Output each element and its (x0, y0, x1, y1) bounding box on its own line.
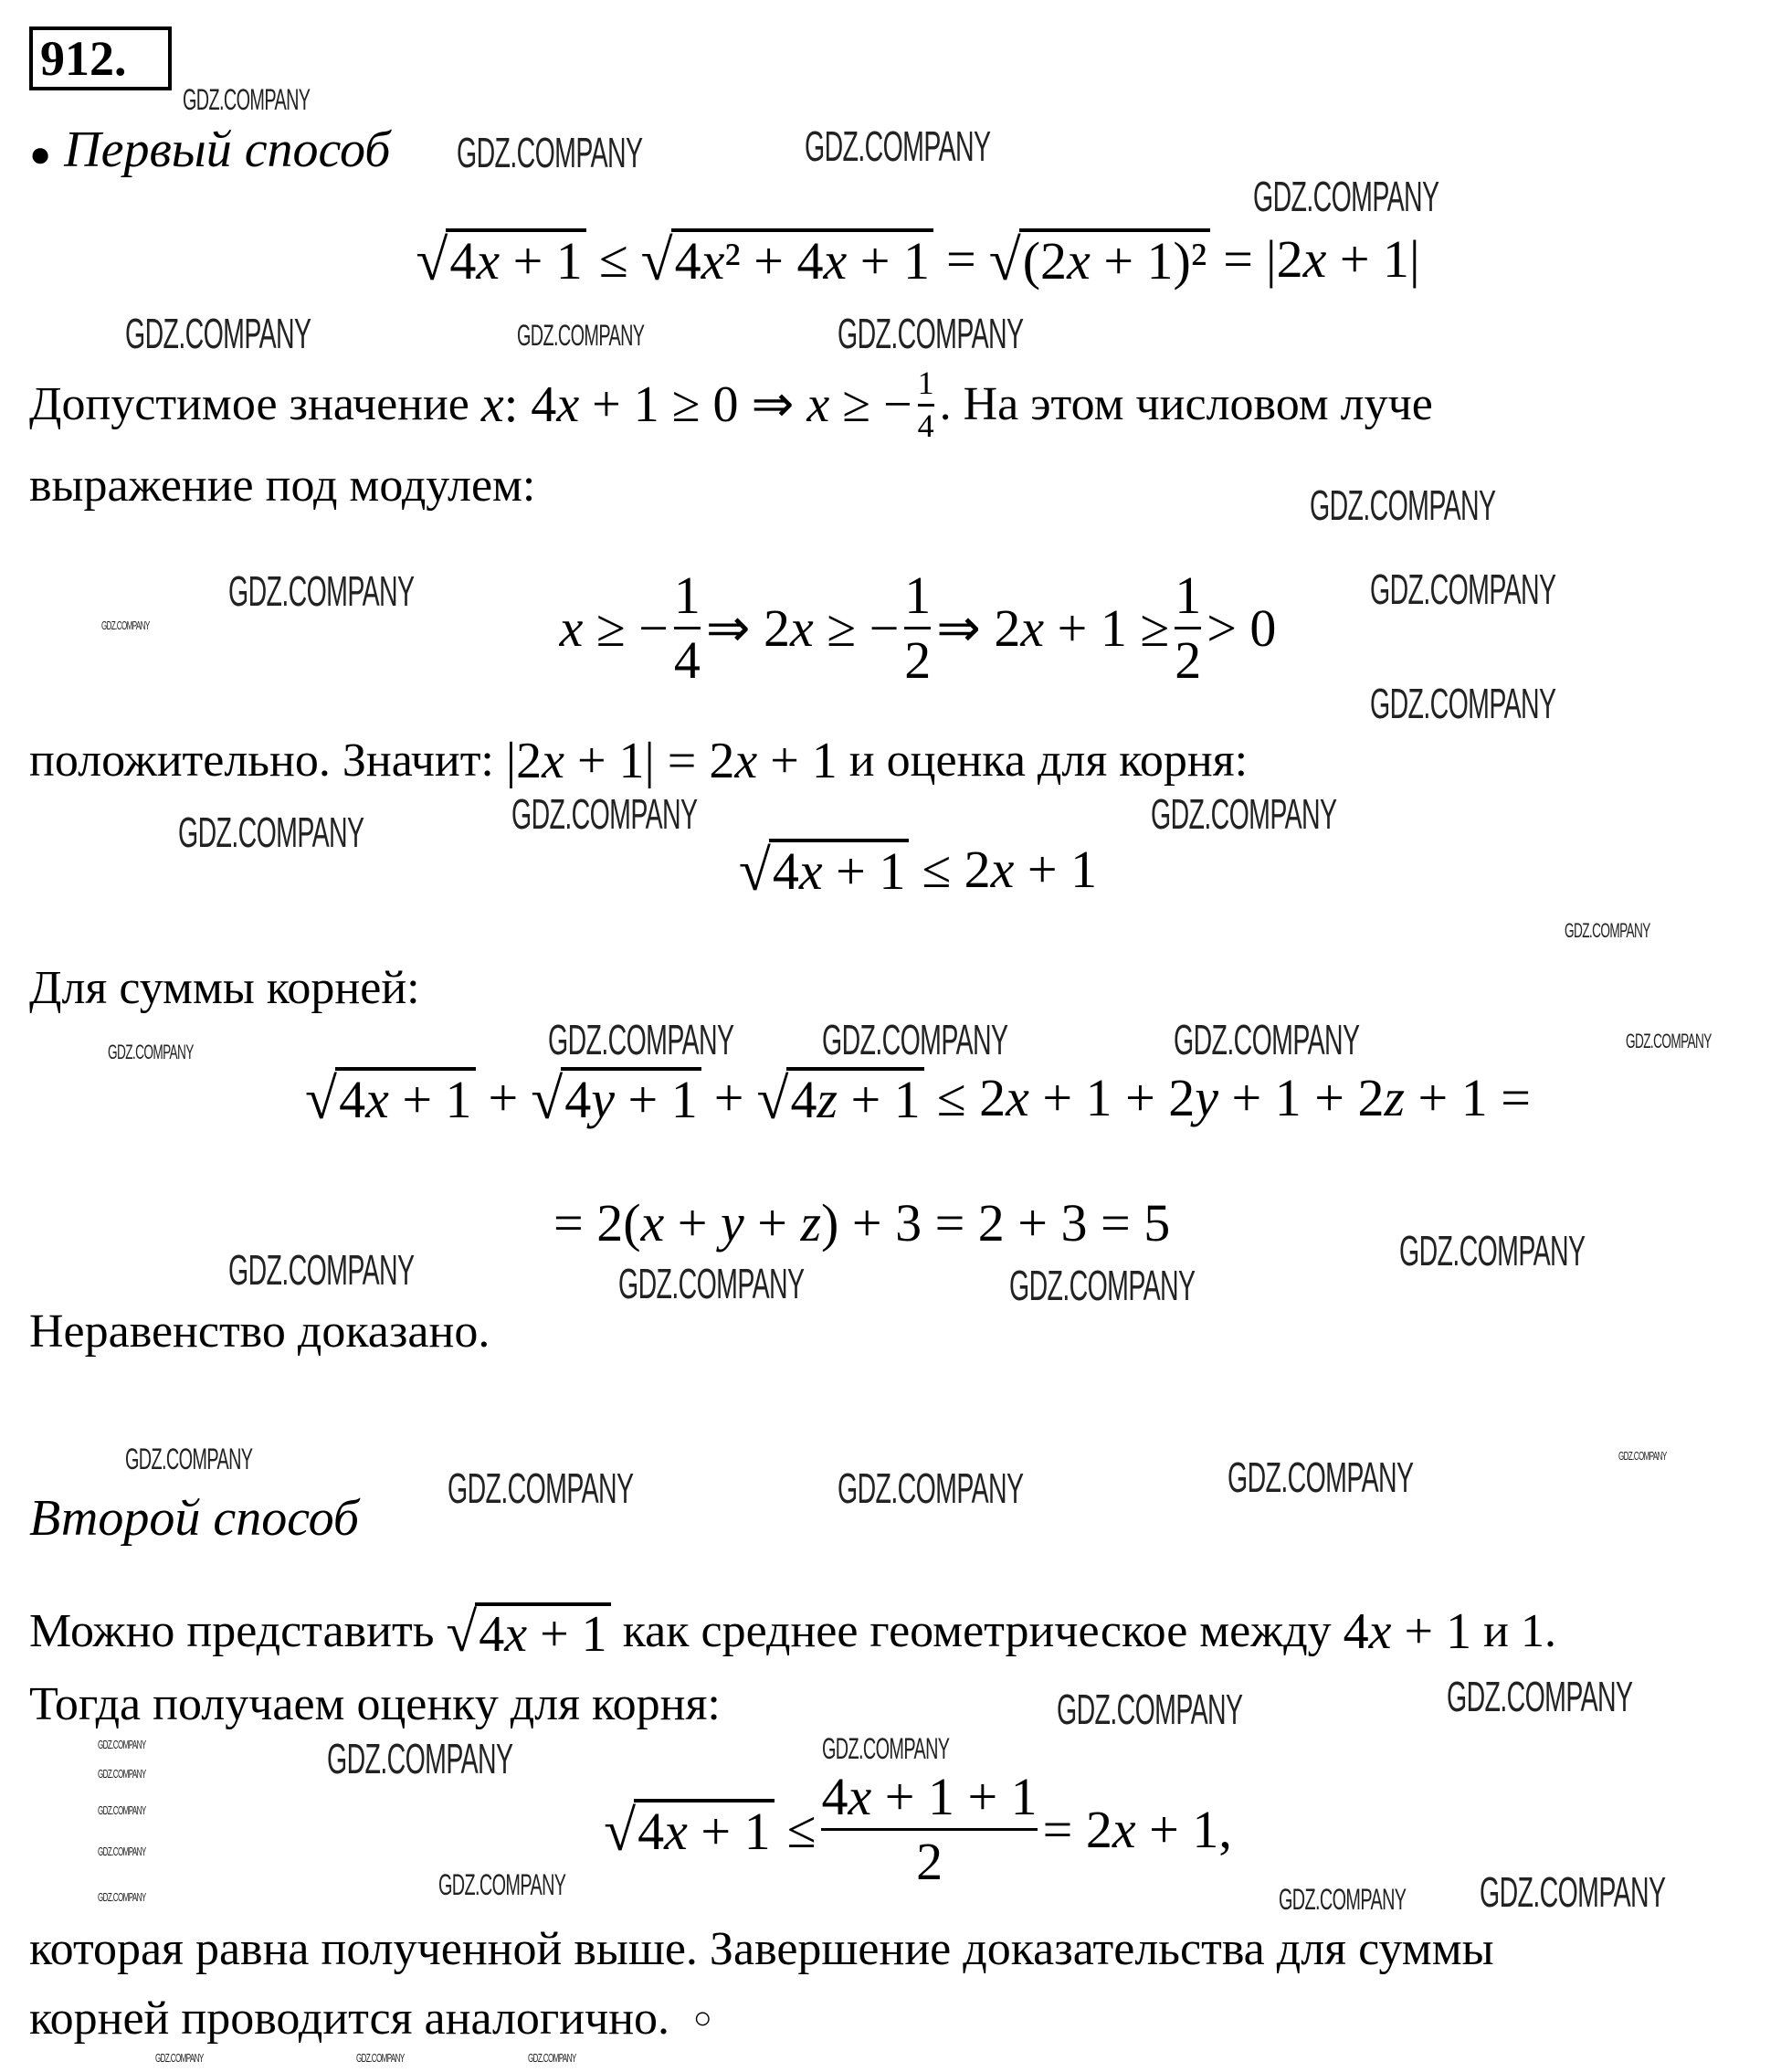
denominator: 4 (673, 629, 701, 690)
expr: = 2(x + y + z) + 3 = 2 + 3 = 5 (553, 1193, 1171, 1253)
watermark: GDZ.COMPANY (1447, 1673, 1633, 1720)
text: корней проводится аналогично. (29, 1993, 670, 2045)
watermark: GDZ.COMPANY (805, 122, 991, 170)
watermark: GDZ.COMPANY (98, 1803, 146, 1817)
watermark: GDZ.COMPANY (822, 1732, 950, 1765)
paragraph-final (29, 1992, 712, 2046)
watermark: GDZ.COMPANY (511, 790, 698, 838)
expr: ≤ 2x + 1 (922, 840, 1098, 899)
watermark: GDZ.COMPANY (1057, 1686, 1243, 1733)
watermark: GDZ.COMPANY (101, 618, 150, 632)
equation-4 (0, 1066, 1781, 1132)
watermark: GDZ.COMPANY (125, 1443, 253, 1475)
watermark: GDZ.COMPANY (618, 1260, 805, 1307)
watermark: GDZ.COMPANY (1151, 790, 1337, 838)
sqrt: √ 4x² + 4x + 1 (641, 228, 933, 290)
radicand: 4x + 1 (475, 1602, 610, 1662)
watermark: GDZ.COMPANY (457, 129, 643, 176)
watermark: GDZ.COMPANY (438, 1868, 566, 1901)
sqrt: √ 4x + 1 (416, 228, 585, 290)
watermark: GDZ.COMPANY (1370, 680, 1556, 727)
paragraph-domain (29, 365, 1433, 444)
numerator: 1 (673, 566, 701, 625)
watermark: GDZ.COMPANY (1310, 481, 1496, 529)
sqrt: √ 4y + 1 (531, 1067, 701, 1128)
watermark: GDZ.COMPANY (548, 1016, 734, 1063)
fraction (821, 1768, 1037, 1891)
text: Допустимое значение (29, 378, 469, 431)
paragraph-geometric-mean (29, 1602, 1556, 1665)
text: положительно. Значит: (29, 735, 494, 787)
sqrt: √ 4x + 1 (739, 839, 909, 900)
watermark: GDZ.COMPANY (1565, 919, 1650, 942)
expr: ≤ 2x + 1 + 2y + 1 + 2z + 1 = (936, 1068, 1531, 1127)
paragraph-sum: Для суммы корней: (29, 962, 420, 1014)
watermark: GDZ.COMPANY (1370, 566, 1556, 613)
watermark: GDZ.COMPANY (178, 809, 364, 856)
radicand: 4x + 1 (634, 1799, 774, 1860)
expr: ⇒ 2x + 1 ≥ (936, 598, 1170, 659)
sqrt: √ 4x + 1 (604, 1799, 774, 1860)
paragraph-conclusion: которая равна полученной выше. Завершение доказательства для суммы (29, 1923, 1494, 1975)
watermark: GDZ.COMPANY (98, 1845, 146, 1858)
sqrt: √ 4x + 1 (305, 1067, 475, 1128)
math-inline: |2x + 1| = 2x + 1 (505, 733, 838, 789)
radicand: 4z + 1 (786, 1067, 923, 1128)
numerator: 1 (1175, 566, 1202, 625)
radicand: 4x + 1 (335, 1067, 475, 1128)
numerator: 1 (904, 566, 932, 625)
fraction (918, 365, 934, 444)
method2-title: Второй способ (29, 1490, 360, 1547)
radicand: 4y + 1 (561, 1067, 701, 1128)
math-inline: 4x + 1 (1343, 1603, 1472, 1661)
bullet-icon: ● (29, 133, 52, 174)
operator: = (1223, 229, 1253, 289)
paragraph-positive (29, 734, 1248, 788)
watermark: GDZ.COMPANY (838, 310, 1024, 357)
watermark: GDZ.COMPANY (448, 1464, 634, 1512)
sqrt: √ 4z + 1 (756, 1067, 923, 1128)
math-inline: x: 4x + 1 ≥ 0 ⇒ x ≥ − (480, 376, 912, 434)
operator: = (946, 229, 976, 289)
watermark: GDZ.COMPANY (125, 310, 311, 357)
watermark: GDZ.COMPANY (1228, 1454, 1414, 1501)
watermark: GDZ.COMPANY (1279, 1883, 1407, 1916)
watermark: GDZ.COMPANY (98, 1767, 146, 1781)
watermark: GDZ.COMPANY (98, 1738, 146, 1751)
text: и 1. (1483, 1605, 1556, 1658)
watermark: GDZ.COMPANY (838, 1464, 1024, 1512)
method1-title: Первый способ (64, 122, 391, 178)
fraction (1175, 566, 1201, 690)
watermark: GDZ.COMPANY (98, 1890, 146, 1904)
watermark: GDZ.COMPANY (1399, 1227, 1586, 1274)
sqrt: √ 4x + 1 (446, 1602, 610, 1662)
expr: = 2x + 1, (1042, 1799, 1232, 1859)
sqrt: √ (2x + 1)² (989, 228, 1211, 290)
paragraph-then: Тогда получаем оценку для корня: (29, 1678, 721, 1730)
watermark: GDZ.COMPANY (1618, 1449, 1667, 1463)
text: . На этом числовом луче (939, 378, 1433, 431)
radicand: 4x + 1 (769, 839, 909, 900)
fraction (904, 566, 931, 690)
watermark: GDZ.COMPANY (822, 1016, 1008, 1063)
fraction (674, 566, 701, 690)
watermark: GDZ.COMPANY (1253, 173, 1439, 220)
watermark: GDZ.COMPANY (1480, 1868, 1666, 1916)
denominator: 4 (917, 407, 934, 444)
paragraph-expression: выражение под модулем: (29, 460, 536, 512)
watermark: GDZ.COMPANY (228, 567, 415, 615)
equation-5 (553, 1192, 1170, 1253)
expr: ⇒ 2x ≥ − (705, 598, 900, 659)
expr: x ≥ − (559, 597, 669, 658)
radicand: (2x + 1)² (1019, 228, 1211, 290)
equation-1 (0, 227, 1781, 293)
abs-expression: |2x + 1| (1265, 229, 1420, 289)
end-of-proof-icon: ○ (693, 2002, 712, 2035)
watermark: GDZ.COMPANY (108, 1041, 194, 1063)
paragraph-proved: Неравенство доказано. (29, 1306, 490, 1358)
watermark: GDZ.COMPANY (517, 319, 645, 352)
watermark: GDZ.COMPANY (1174, 1016, 1360, 1063)
operator: + (713, 1068, 744, 1127)
watermark: GDZ.COMPANY (228, 1246, 415, 1294)
denominator: 2 (1175, 629, 1202, 690)
operator: ≤ (598, 229, 628, 289)
watermark: GDZ.COMPANY (1009, 1262, 1196, 1309)
watermark: GDZ.COMPANY (155, 2051, 204, 2065)
numerator: 4x + 1 + 1 (821, 1767, 1038, 1826)
problem-number: 912. (29, 26, 172, 90)
denominator: 2 (916, 1831, 943, 1891)
text: и оценка для корня: (848, 735, 1249, 787)
radicand: 4x + 1 (446, 228, 585, 290)
watermark: GDZ.COMPANY (327, 1735, 513, 1782)
expr: > 0 (1207, 597, 1277, 658)
operator: + (488, 1068, 519, 1127)
watermark: GDZ.COMPANY (1626, 1030, 1712, 1052)
watermark: GDZ.COMPANY (356, 2051, 405, 2065)
denominator: 2 (904, 629, 932, 690)
text: Можно представить (29, 1605, 435, 1658)
watermark: GDZ.COMPANY (183, 83, 311, 116)
radicand: 4x² + 4x + 1 (671, 228, 933, 290)
text: как среднее геометрическое между (622, 1605, 1332, 1658)
numerator: 1 (917, 365, 934, 401)
operator: ≤ (786, 1799, 817, 1859)
watermark: GDZ.COMPANY (528, 2051, 576, 2065)
method1-heading (29, 121, 390, 179)
